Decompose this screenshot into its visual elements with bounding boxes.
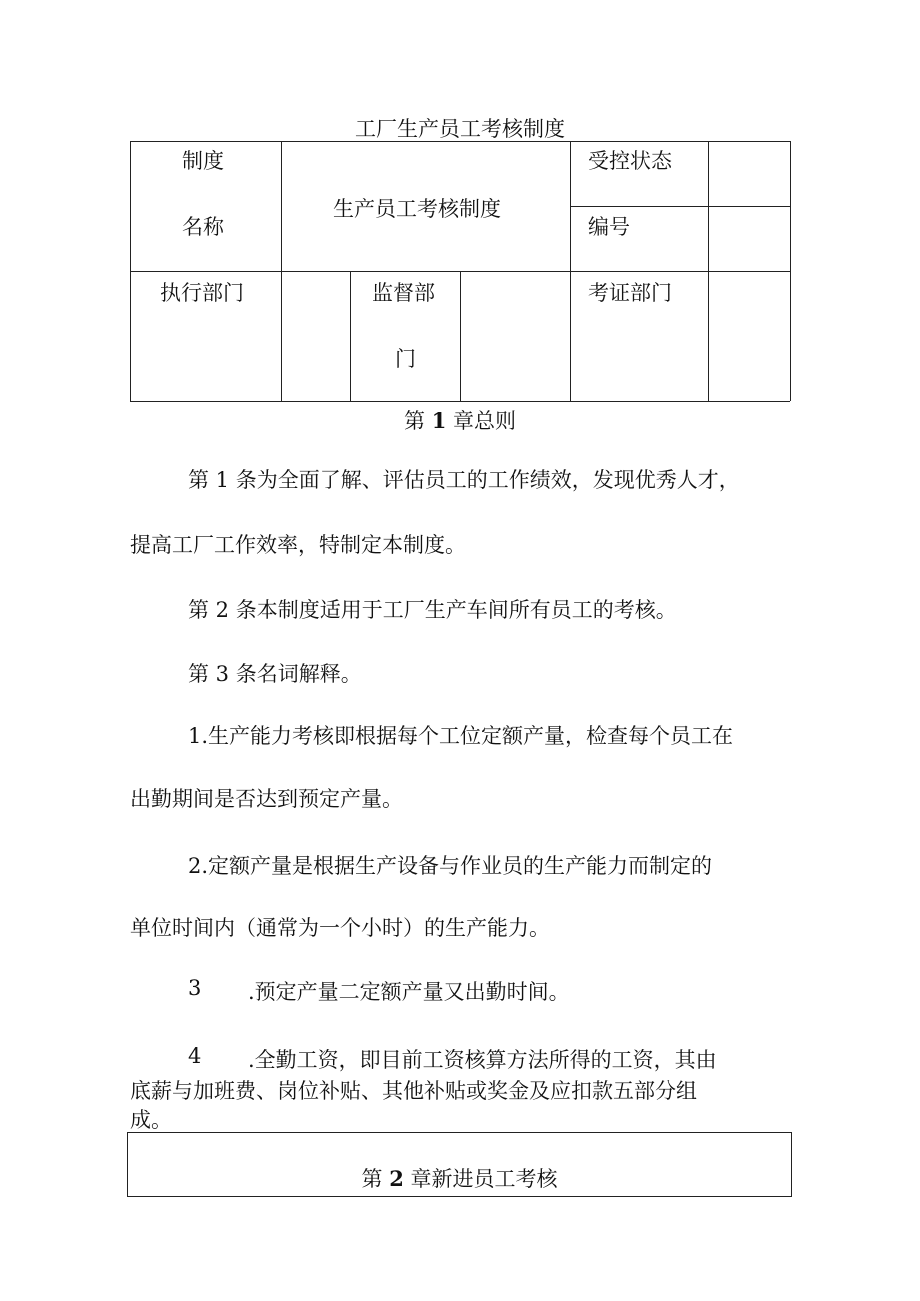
chapter-1-pre: 第 (404, 409, 425, 433)
paragraph-article-3: 第 3 条名词解释。 (188, 662, 362, 686)
chapter-2-number: 2 (389, 1166, 404, 1191)
table-label-control-status: 受控状态 (588, 149, 672, 173)
table-label-verify-dept: 考证部门 (588, 281, 672, 305)
chapter-2-post: 章新进员工考核 (410, 1167, 558, 1191)
paragraph-term-4-text: .全勤工资，即目前工资核算方法所得的工资，其由 (248, 1048, 717, 1072)
table-label-system-name-line2: 名称 (182, 215, 224, 239)
table-value-system-name: 生产员工考核制度 (333, 197, 501, 221)
paragraph-article-1-line1: 第 1 条为全面了解、评估员工的工作绩效，发现优秀人才， (188, 468, 740, 492)
chapter-2-box (127, 1132, 792, 1197)
paragraph-term-4-number: 4 (188, 1044, 202, 1068)
paragraph-term-3-number: 3 (188, 976, 202, 1000)
paragraph-article-1-line2: 提高工厂工作效率，特制定本制度。 (130, 533, 466, 557)
table-label-number: 编号 (588, 215, 630, 239)
table-label-system-name-line1: 制度 (182, 149, 224, 173)
chapter-1-heading (0, 405, 920, 435)
paragraph-term-1-line1: 1.生产能力考核即根据每个工位定额产量，检查每个员工在 (188, 724, 734, 748)
chapter-1-post: 章总则 (453, 409, 516, 433)
paragraph-term-2-line1: 2.定额产量是根据生产设备与作业员的生产能力而制定的 (188, 854, 713, 878)
table-label-supervise-dept-line2: 门 (395, 347, 416, 371)
paragraph-term-4-line2: 底薪与加班费、岗位补贴、其他补贴或奖金及应扣款五部分组 (130, 1079, 697, 1103)
table-label-exec-dept: 执行部门 (160, 281, 244, 305)
paragraph-article-2: 第 2 条本制度适用于工厂生产车间所有员工的考核。 (188, 598, 677, 622)
table-label-supervise-dept-line1: 监督部 (372, 281, 435, 305)
paragraph-term-1-line2: 出勤期间是否达到预定产量。 (130, 787, 403, 811)
chapter-2-heading (128, 1163, 791, 1193)
chapter-1-number: 1 (431, 408, 447, 433)
paragraph-term-3-text: .预定产量二定额产量又出勤时间。 (248, 980, 570, 1004)
document-title: 工厂生产员工考核制度 (355, 117, 565, 141)
chapter-2-pre: 第 (361, 1167, 383, 1191)
paragraph-term-2-line2: 单位时间内（通常为一个小时）的生产能力。 (130, 916, 550, 940)
paragraph-term-4-line3: 成。 (130, 1108, 172, 1132)
